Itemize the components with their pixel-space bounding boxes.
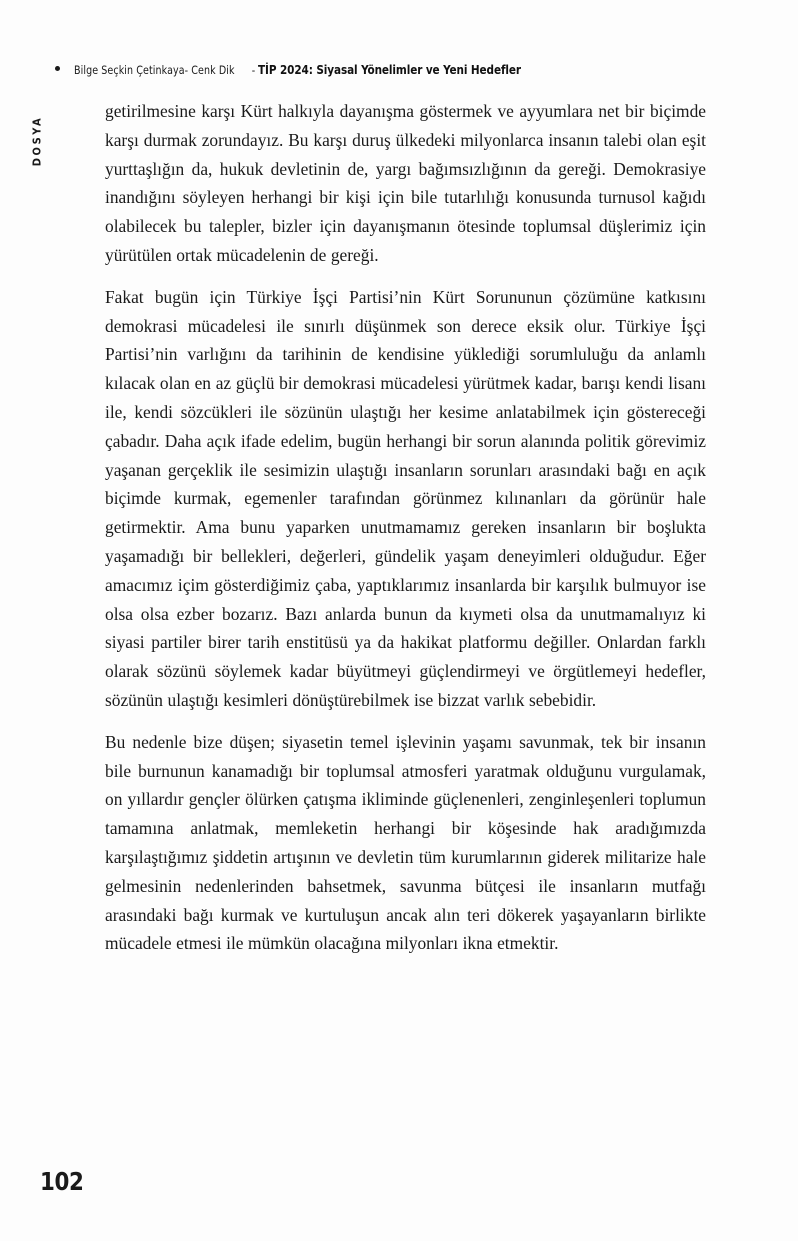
page-number: 102 — [40, 1167, 84, 1196]
body-text-column — [105, 97, 706, 958]
header-authors: Bilge Seçkin Çetinkaya- Cenk Dik — [74, 63, 235, 77]
paragraph: Bu nedenle bize düşen; siyasetin temel işlevinin yaşamı savunmak, tek bir insanın bile burnunun kanamadığı bir toplumsal atmosferi yaratmak olduğunu vurgulamak, on yıllardır gençler ölürken çatışma ikliminde güçlenenleri, zenginleşenleri toplumun tamamına anlatmak, memleketin herhangi bir köşesinde hak aradığımızda karşılaştığımız şiddetin artışının ve devletin tüm kurumlarının giderek militarize hale gelmesinin nedenlerinden bahsetmek, savunma bütçesi ile insanların mutfağı arasındaki bağı kurmak ve kurtuluşun ancak alın teri dökerek yaşayanların birlikte mücadele etmesi ile mümkün olacağına milyonları ikna etmektir. — [105, 731, 706, 954]
section-marker — [26, 96, 48, 186]
header-article-title: TİP 2024: Siyasal Yönelimler ve Yeni Hedefler — [258, 62, 522, 77]
paragraph: getirilmesine karşı Kürt halkıyla dayanışma göstermek ve ayyumlara net bir biçimde karşı durmak zorundayız. Bu karşı duruş ülkedeki milyonlarca insanın talebi olan eşit yurttaşlığın da, hukuk devletinin de, yargı bağımsızlığının da gereği. Demokrasiye inandığını söyleyen herhangi bir kişi için bile tutarlılığı konusunda turnusol kağıdı olabilecek bu talepler, bizler için dayanışmanın ötesinde toplumsal düşlerimiz için yürütülen ortak mücadelenin de gereği. — [105, 101, 706, 265]
paragraph: Fakat bugün için Türkiye İşçi Partisi’nin Kürt Sorununun çözümüne katkısını demokrasi mücadelesi ile sınırlı düşünmek son derece eksik olur. Türkiye İşçi Partisi’nin varlığını da tarihinin de kendisine yüklediği sorumluluğu da anlamlı kılacak olan en az güçlü bir demokrasi mücadelesi yürütmek kadar, barışı kendi lisanı ile, kendi sözcükleri ile sözünün ulaştığı her kesime anlatabilmek için göstereceği çabadır. Daha açık ifade edelim, bugün herhangi bir sorun alanında politik görevimiz yaşanan gerçeklik ile sesimizin ulaştığı insanların sorunları arasındaki bağı en açık biçimde kurmak, egemenler tarafından görünmez kılınanları da görünür hale getirmektir. Ama bunu yaparken unutmamamız gereken insanların bir boşlukta yaşamadığı bir bellekleri, değerleri, gündelik yaşam deneyimleri olduğudur. Eğer amacımız içim gösterdiğimiz çaba, yaptıklarımız insanlarda bir karşılık bulmuyor ise olsa olsa ezber bozarız. Bazı anlarda bunun da kıymeti olsa da unutmamalıyız ki siyasi partiler birer tarih enstitüsü ya da hakikat platformu değiller. Onlardan farklı olarak sözünü söylemek kadar büyütmeyi güçlendirmeyi ve örgütlemeyi hedefler, sözünün ulaştığı kesimleri dönüştürebilmek ise bizzat varlık sebebidir. — [105, 286, 706, 710]
running-header — [55, 62, 715, 77]
bullet-icon — [55, 66, 60, 71]
header-separator: - — [251, 63, 255, 77]
section-marker-label: DOSYA — [30, 115, 44, 167]
